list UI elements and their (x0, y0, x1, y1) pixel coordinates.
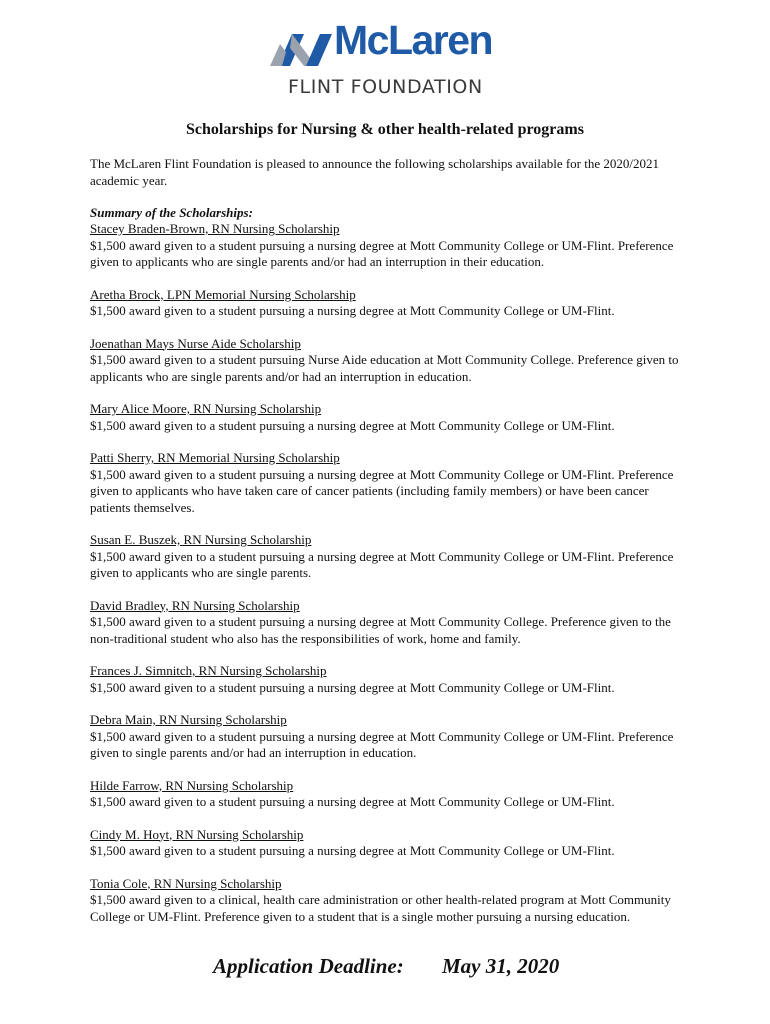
scholarship-item (90, 287, 682, 320)
scholarship-description: $1,500 award given to a student pursuing a nursing degree at Mott Community College or UM-Flint. Preference given to single parents and/or had an interruption in education. (90, 728, 674, 760)
scholarship-name: David Bradley, RN Nursing Scholarship (90, 597, 300, 613)
scholarship-item (90, 778, 682, 811)
scholarship-description: $1,500 award given to a student pursuing a nursing degree at Mott Community College. Preference given to the non-traditional student who also has the responsibilities of work, home and family. (90, 614, 671, 646)
scholarship-name: Cindy M. Hoyt, RN Nursing Scholarship (90, 826, 304, 842)
scholarship-name: Stacey Braden-Brown, RN Nursing Scholarship (90, 221, 340, 236)
scholarship-item (90, 876, 682, 926)
scholarship-item (90, 712, 682, 762)
scholarship-name: Tonia Cole, RN Nursing Scholarship (90, 875, 282, 891)
scholarship-name: Susan E. Buszek, RN Nursing Scholarship (90, 532, 312, 547)
scholarship-item (90, 598, 682, 648)
scholarship-description: $1,500 award given to a student pursuing a nursing degree at Mott Community College or UM-Flint. Preference given to applicants who have taken care of cancer patients (including family members) or have been cancer patients themselves. (90, 466, 674, 515)
scholarship-description: $1,500 award given to a student pursuing a nursing degree at Mott Community College or UM-Flint. (90, 794, 615, 809)
mclaren-logo-mark-icon (270, 22, 332, 68)
scholarship-name: Mary Alice Moore, RN Nursing Scholarship (90, 401, 322, 416)
scholarship-item (90, 450, 682, 516)
scholarship-description: $1,500 award given to a clinical, health care administration or other health-related program at Mott Community College or UM-Flint. Preference given to a student that is a single mother pursuing a nursing education. (90, 892, 671, 924)
summary-heading: Summary of the Scholarships: (90, 205, 253, 220)
deadline-date: May 31, 2020 (442, 954, 560, 978)
scholarship-name: Debra Main, RN Nursing Scholarship (90, 712, 287, 727)
scholarship-description: $1,500 award given to a student pursuing a nursing degree at Mott Community College or UM-Flint. Preference given to applicants who are single parents and/or had an interruption in their education. (90, 237, 674, 269)
scholarship-description: $1,500 award given to a student pursuing a nursing degree at Mott Community College or UM-Flint. (90, 417, 615, 433)
deadline-label: Application Deadline: (213, 954, 404, 978)
scholarship-item (90, 336, 682, 386)
scholarship-item (90, 663, 682, 696)
scholarship-name: Patti Sherry, RN Memorial Nursing Scholarship (90, 450, 340, 465)
scholarship-description: $1,500 award given to a student pursuing Nurse Aide education at Mott Community College. Preference given to applicants who are single parents and/or had an interruption in education. (90, 352, 679, 384)
scholarship-description: $1,500 award given to a student pursuing a nursing degree at Mott Community College or UM-Flint. Preference given to applicants who are single parents. (90, 548, 674, 580)
scholarship-item (90, 221, 682, 271)
scholarship-name: Frances J. Simnitch, RN Nursing Scholarship (90, 663, 327, 678)
scholarship-item (90, 401, 682, 434)
logo-wordmark: McLaren (334, 17, 493, 63)
scholarship-description: $1,500 award given to a student pursuing a nursing degree at Mott Community College or UM-Flint. (90, 679, 615, 695)
intro-paragraph: The McLaren Flint Foundation is pleased to announce the following scholarships available for the 2020/2021 academic year. (90, 156, 659, 188)
scholarship-name: Aretha Brock, LPN Memorial Nursing Scholarship (90, 286, 356, 302)
scholarship-description: $1,500 award given to a student pursuing a nursing degree at Mott Community College or UM-Flint. (90, 303, 615, 318)
logo-subtitle: FLINT FOUNDATION (288, 76, 483, 98)
scholarship-name: Hilde Farrow, RN Nursing Scholarship (90, 777, 294, 793)
scholarship-list (90, 221, 682, 941)
scholarship-name: Joenathan Mays Nurse Aide Scholarship (90, 335, 301, 351)
scholarship-item (90, 827, 682, 860)
scholarship-item (90, 532, 682, 582)
document-title: Scholarships for Nursing & other health-related programs (186, 121, 584, 138)
scholarship-description: $1,500 award given to a student pursuing a nursing degree at Mott Community College or UM-Flint. (90, 843, 615, 858)
mclaren-flint-foundation-logo (270, 18, 510, 100)
